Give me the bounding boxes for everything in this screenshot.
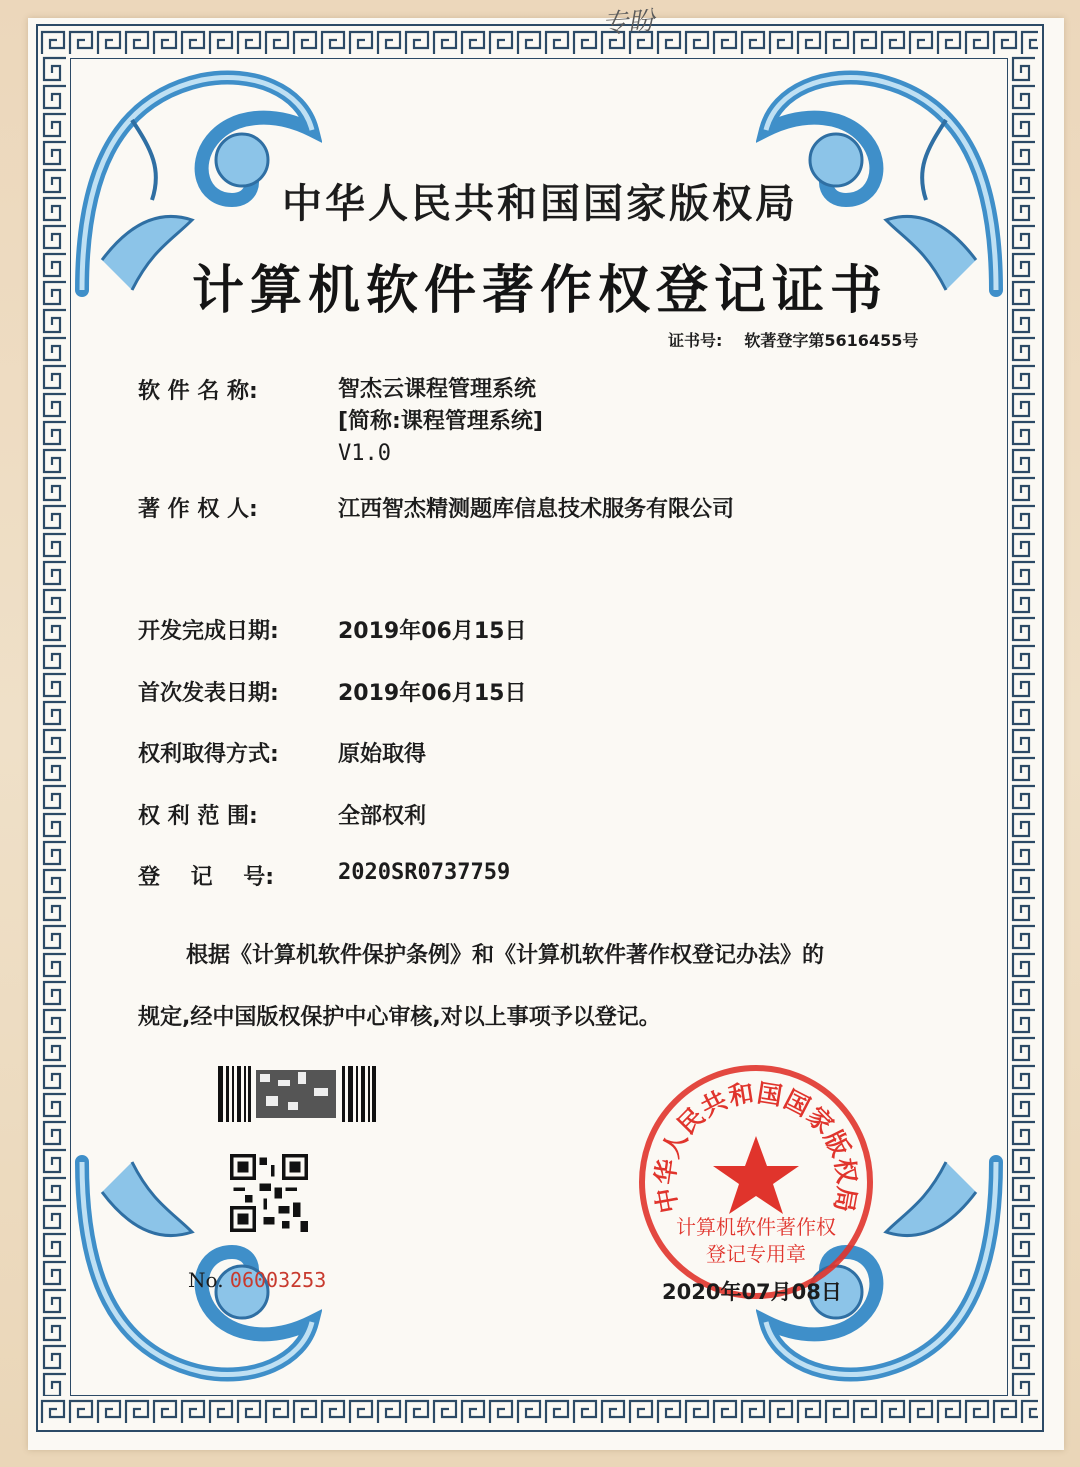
certificate-number-value: 软著登字第5616455号 [744, 331, 919, 350]
field-label: 登 记 号: [138, 865, 275, 890]
field-label: 著 作 权 人: [138, 497, 258, 522]
field-label: 权利取得方式: [138, 742, 279, 767]
software-short-name-line: [简称:课程管理系统] [338, 409, 543, 434]
field-value: 2019年06月15日 [338, 681, 527, 706]
handwritten-note: 专盼 [601, 6, 656, 40]
certificate-number-label: 证书号: [668, 331, 723, 350]
statement-line-1: 根据《计算机软件保护条例》和《计算机软件著作权登记办法》的 [186, 943, 825, 968]
field-value: 原始取得 [338, 742, 427, 767]
border-bottom [40, 1397, 1038, 1425]
field-value: 全部权利 [338, 804, 427, 829]
field-value: 2019年06月15日 [338, 619, 527, 644]
barcode-image [218, 1066, 376, 1122]
issuer-title: 中华人民共和国国家版权局 [282, 181, 798, 227]
field-label: 开发完成日期: [138, 619, 279, 644]
field-value [338, 374, 543, 470]
issue-date: 2020年07月08日 [662, 1280, 842, 1304]
field-label: 权 利 范 围: [138, 804, 258, 829]
software-name-line: 智杰云课程管理系统 [338, 377, 537, 402]
field-value: 江西智杰精测题库信息技术服务有限公司 [338, 497, 735, 522]
official-seal [636, 1062, 876, 1302]
serial-prefix: No. [188, 1268, 224, 1292]
border-top [40, 28, 1038, 56]
document-title: 计算机软件著作权登记证书 [191, 260, 888, 321]
seal-star-icon [713, 1136, 799, 1214]
field-value: 2020SR0737759 [338, 860, 511, 885]
seal-line-1: 计算机软件著作权 [676, 1215, 836, 1239]
qr-code-image [230, 1154, 308, 1232]
serial-value: 06003253 [229, 1268, 327, 1292]
field-label: 软 件 名 称: [138, 379, 258, 404]
seal-arc-text: 中华人民共和国国家版权局 [650, 1078, 862, 1216]
seal-line-2: 登记专用章 [706, 1242, 806, 1266]
serial-number [188, 1268, 326, 1292]
statement-line-2: 规定,经中国版权保护中心审核,对以上事项予以登记。 [138, 1005, 661, 1030]
software-version-line: V1.0 [338, 441, 391, 466]
certificate-number [668, 328, 918, 351]
field-label: 首次发表日期: [138, 681, 279, 706]
